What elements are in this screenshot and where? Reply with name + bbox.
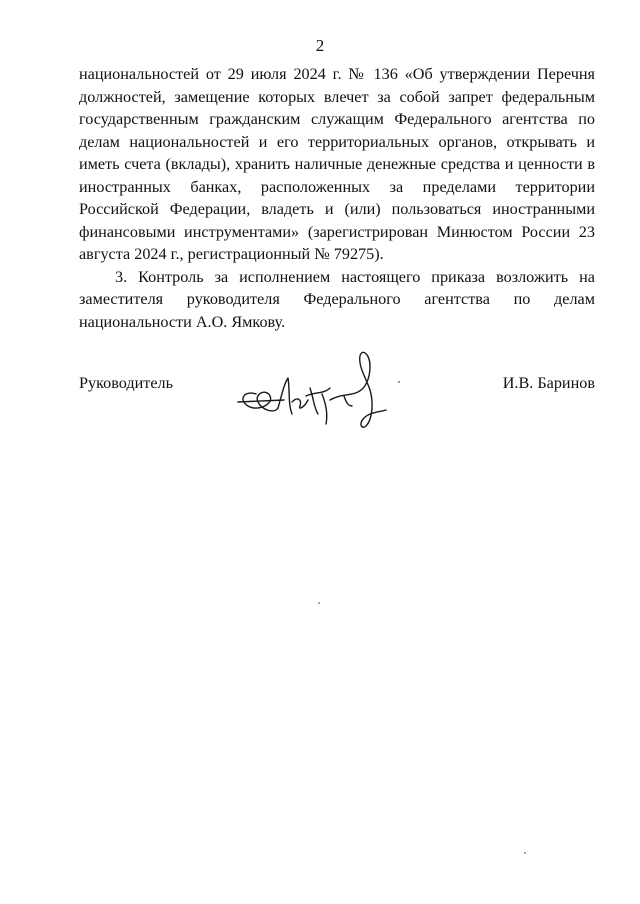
paragraph-continuation: национальностей от 29 июля 2024 г. № 136 «Об утверждении Перечня должностей, замещение которых влечет за собой запрет федеральным государственным гражданским служащим Федерального агентства по делам национальностей и его территориальных органов, открывать и иметь счета (вклады), хранить наличные денежные средства и ценности в иностранных банках, расположенных за пределами территории Российской Федерации, владеть и (или) пользоваться иностранными финансовыми инструментами» (зарегистрирован Минюстом России 23 августа 2024 г., регистрационный № 79275).: [79, 65, 595, 263]
handwritten-signature: [234, 344, 404, 436]
signer-name: И.В. Баринов: [502, 374, 595, 392]
scan-speck: [524, 852, 526, 854]
scan-speck: [398, 381, 400, 383]
paragraph-item-3: 3. Контроль за исполнением настоящего приказа возложить на заместителя руководителя Федерального агентства по делам национальности А.О. Ямкову.: [79, 267, 595, 331]
document-body: [79, 63, 595, 333]
scan-speck: [318, 602, 320, 604]
signature-block: [79, 372, 595, 452]
signer-title: Руководитель: [79, 374, 174, 392]
page-number: 2: [315, 36, 325, 55]
